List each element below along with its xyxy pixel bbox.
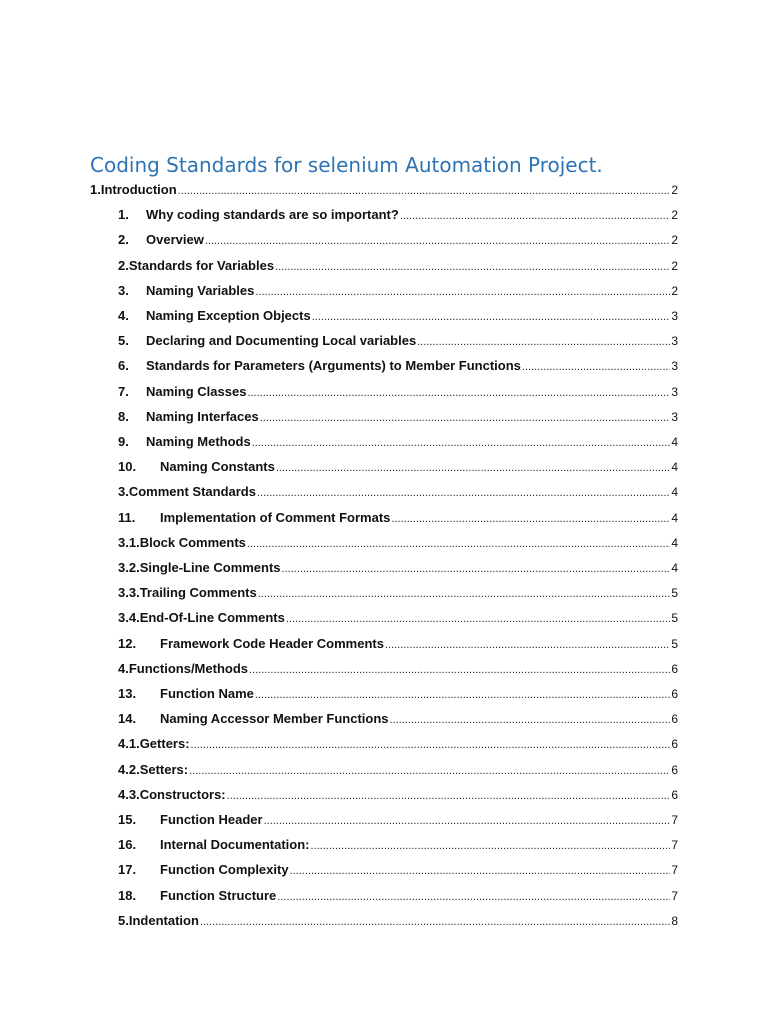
toc-entry-label: Function Complexity — [160, 862, 289, 878]
toc-entry-number: 4.1. — [118, 736, 140, 752]
toc-entry-label: Standards for Variables — [128, 257, 275, 273]
toc-entry-number: 4.2. — [118, 761, 140, 777]
toc-dot-leader — [191, 733, 671, 757]
toc-entry[interactable] — [118, 354, 678, 378]
toc-entry-number: 2. — [118, 232, 129, 248]
toc-entry-label: Function Header — [160, 812, 263, 827]
toc-entry[interactable] — [118, 203, 678, 227]
toc-entry-label: Naming Exception Objects — [146, 308, 311, 323]
toc-entry[interactable] — [118, 682, 678, 706]
toc-page-number: 3 — [671, 359, 678, 374]
toc-entry-label: Setters: — [139, 761, 189, 777]
toc-entry-label: Getters: — [139, 736, 190, 752]
toc-dot-leader — [390, 708, 671, 732]
toc-entry-number: 5. — [118, 912, 129, 928]
toc-dot-leader — [391, 507, 670, 531]
toc-entry-label: Comment Standards — [128, 484, 256, 500]
toc-entry[interactable] — [118, 455, 678, 479]
toc-entry[interactable] — [118, 581, 678, 605]
toc-entry-label: Trailing Comments — [139, 585, 257, 601]
toc-dot-leader — [311, 834, 671, 858]
toc-dot-leader — [275, 255, 670, 279]
toc-page-number: 6 — [671, 661, 678, 676]
toc-entry-label: Naming Accessor Member Functions — [160, 711, 389, 727]
toc-dot-leader — [385, 633, 670, 657]
toc-entry[interactable] — [118, 279, 678, 303]
toc-entry-label: Block Comments — [139, 534, 246, 550]
toc-entry-label: Function Name — [160, 686, 254, 701]
toc-entry[interactable] — [118, 304, 678, 328]
toc-entry[interactable] — [118, 506, 678, 530]
toc-entry[interactable] — [118, 430, 678, 454]
toc-entry-number: 3.2. — [118, 560, 140, 575]
toc-entry-label: Naming Classes — [146, 383, 247, 399]
toc-entry-label: Internal Documentation: — [160, 837, 310, 853]
toc-page-number: 6 — [671, 787, 678, 802]
toc-dot-leader — [255, 280, 670, 304]
toc-entry-number: 18. — [118, 887, 137, 903]
toc-entry-number: 12. — [118, 635, 137, 651]
toc-page-number: 8 — [671, 913, 678, 928]
toc-dot-leader — [276, 456, 670, 480]
toc-entry[interactable] — [118, 808, 678, 832]
toc-entry[interactable] — [118, 833, 678, 857]
toc-entry-number: 3.1. — [118, 534, 140, 550]
toc-page-number: 7 — [671, 838, 678, 853]
toc-page-number: 4 — [671, 561, 678, 575]
toc-entry-label: Naming Variables — [146, 282, 255, 298]
toc-entry[interactable] — [118, 606, 678, 630]
toc-page-number: 3 — [671, 409, 678, 424]
toc-entry[interactable] — [118, 783, 678, 807]
toc-dot-leader — [247, 381, 670, 405]
toc-dot-leader — [258, 582, 671, 606]
toc-dot-leader — [247, 532, 670, 556]
toc-entry[interactable] — [118, 405, 678, 429]
toc-entry-label: Introduction — [100, 182, 177, 197]
toc-entry[interactable] — [118, 480, 678, 504]
toc-entry-label: End-Of-Line Comments — [139, 610, 285, 626]
toc-page-number: 4 — [671, 435, 678, 449]
toc-entry-number: 15. — [118, 812, 137, 827]
toc-entry-label: Framework Code Header Comments — [160, 635, 384, 651]
toc-entry-label: Constructors: — [139, 786, 226, 802]
toc-entry[interactable] — [118, 531, 678, 555]
toc-entry-number: 13. — [118, 686, 137, 701]
toc-entry-number: 14. — [118, 711, 137, 727]
toc-page-number: 2 — [671, 208, 678, 223]
toc-dot-leader — [189, 759, 670, 783]
toc-entry[interactable] — [118, 556, 678, 580]
toc-entry-label: Standards for Parameters (Arguments) to Member Functions — [146, 358, 521, 374]
toc-dot-leader — [178, 179, 671, 203]
toc-entry[interactable] — [118, 254, 678, 278]
toc-dot-leader — [249, 658, 670, 682]
toc-page-number: 4 — [671, 510, 678, 525]
toc-entry[interactable] — [90, 178, 678, 202]
toc-entry-number: 3.3. — [118, 585, 140, 601]
toc-entry-number: 16. — [118, 837, 137, 853]
toc-entry-number: 9. — [118, 434, 129, 449]
toc-entry[interactable] — [118, 228, 678, 252]
toc-entry-number: 7. — [118, 383, 129, 399]
toc-entry[interactable] — [118, 732, 678, 756]
toc-entry-label: Declaring and Documenting Local variables — [146, 333, 417, 349]
toc-entry-number: 5. — [118, 333, 129, 349]
toc-page-number: 2 — [671, 183, 678, 197]
toc-entry-label: Naming Interfaces — [146, 408, 259, 424]
toc-entry[interactable] — [118, 858, 678, 882]
toc-page-number: 7 — [671, 813, 678, 827]
document-title: Coding Standards for selenium Automation Project. — [90, 153, 603, 177]
toc-entry[interactable] — [118, 707, 678, 731]
toc-page-number: 5 — [671, 611, 678, 626]
toc-dot-leader — [282, 557, 671, 581]
toc-entry[interactable] — [118, 632, 678, 656]
toc-entry-label: Indentation — [128, 912, 199, 928]
toc-page-number: 4 — [671, 485, 678, 500]
toc-dot-leader — [312, 305, 671, 329]
toc-page-number: 4 — [671, 535, 678, 550]
toc-entry[interactable] — [118, 380, 678, 404]
toc-page-number: 6 — [671, 687, 678, 701]
toc-entry-number: 1. — [90, 182, 101, 197]
toc-dot-leader — [227, 784, 671, 808]
toc-dot-leader — [257, 481, 670, 505]
toc-page-number: 5 — [671, 586, 678, 601]
toc-entry-label: Implementation of Comment Formats — [160, 509, 391, 525]
toc-dot-leader — [286, 607, 670, 631]
toc-entry-label: Why coding standards are so important? — [146, 207, 399, 223]
toc-entry-number: 3.4. — [118, 610, 140, 626]
toc-dot-leader — [400, 204, 671, 228]
toc-entry-number: 2. — [118, 257, 129, 273]
toc-page-number: 3 — [671, 334, 678, 349]
toc-dot-leader — [205, 229, 670, 253]
toc-entry-number: 10. — [118, 459, 137, 475]
toc-entry[interactable] — [118, 909, 678, 933]
toc-entry-label: Functions/Methods — [128, 660, 249, 676]
toc-page-number: 6 — [671, 762, 678, 777]
toc-page-number: 6 — [671, 737, 678, 752]
toc-entry-label: Function Structure — [160, 887, 277, 903]
toc-entry[interactable] — [118, 758, 678, 782]
toc-entry[interactable] — [118, 329, 678, 353]
toc-page-number: 6 — [671, 712, 678, 727]
toc-entry-label: Naming Constants — [160, 459, 275, 475]
toc-entry-number: 4. — [118, 660, 129, 676]
toc-dot-leader — [252, 431, 671, 455]
toc-page-number: 2 — [671, 233, 678, 248]
toc-dot-leader — [522, 355, 670, 379]
toc-page-number: 2 — [671, 258, 678, 273]
toc-entry-label: Overview — [146, 232, 204, 248]
toc-dot-leader — [264, 809, 671, 833]
toc-entry[interactable] — [118, 657, 678, 681]
toc-dot-leader — [417, 330, 670, 354]
toc-entry-number: 1. — [118, 207, 129, 223]
toc-entry-label: Single-Line Comments — [139, 560, 281, 575]
toc-dot-leader — [200, 910, 670, 934]
toc-page-number: 3 — [671, 384, 678, 399]
toc-dot-leader — [277, 885, 670, 909]
toc-page-number: 7 — [671, 888, 678, 903]
toc-dot-leader — [255, 683, 670, 707]
toc-entry-number: 3. — [118, 282, 129, 298]
toc-entry-number: 17. — [118, 862, 137, 878]
toc-page-number: 5 — [671, 636, 678, 651]
toc-entry[interactable] — [118, 884, 678, 908]
toc-page-number: 7 — [671, 863, 678, 878]
toc-entry-number: 4. — [118, 308, 129, 323]
toc-page-number: 4 — [671, 460, 678, 475]
toc-entry-number: 11. — [118, 509, 136, 525]
toc-page-number: 2 — [671, 283, 678, 298]
toc-entry-number: 8. — [118, 408, 129, 424]
toc-entry-number: 6. — [118, 358, 129, 374]
toc-entry-number: 3. — [118, 484, 129, 500]
toc-entry-number: 4.3. — [118, 786, 140, 802]
toc-entry-label: Naming Methods — [146, 434, 251, 449]
toc-dot-leader — [290, 859, 671, 883]
toc-dot-leader — [260, 406, 671, 430]
toc-page-number: 3 — [671, 309, 678, 323]
